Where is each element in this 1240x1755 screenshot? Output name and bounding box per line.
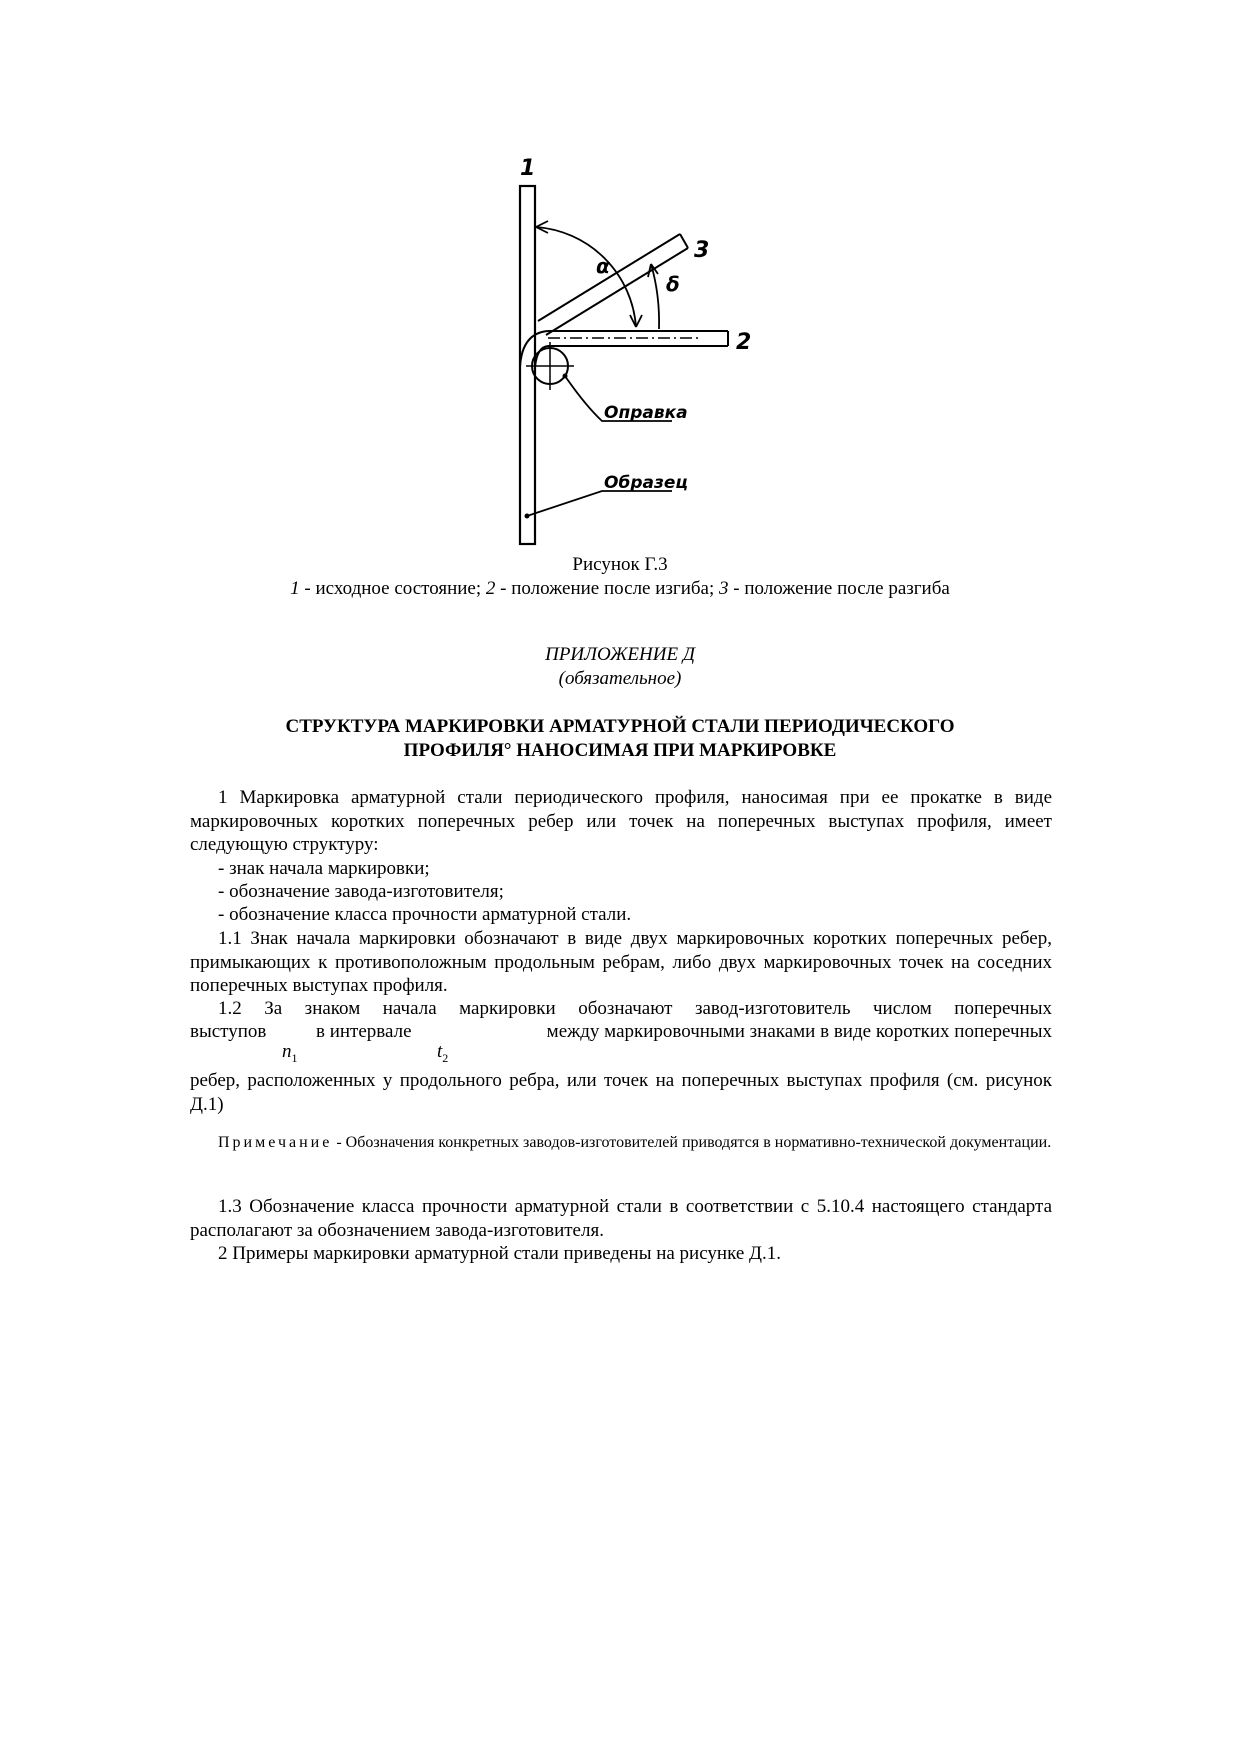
label-sample: Образец bbox=[604, 473, 688, 493]
label-state-2: 2 bbox=[736, 330, 752, 355]
paragraph-1-2-line1: 1.2 За знаком начала маркировки обозначают завод-изготовитель числом поперечных bbox=[218, 998, 1052, 1019]
sample-leader-line bbox=[527, 491, 672, 516]
appendix-heading-line1: СТРУКТУРА МАРКИРОВКИ АРМАТУРНОЙ СТАЛИ ПЕРИОДИЧЕСКОГО bbox=[285, 716, 955, 737]
appendix-heading-line2: ПРОФИЛЯ° НАНОСИМАЯ ПРИ МАРКИРОВКЕ bbox=[403, 740, 837, 761]
symbol-t-subscript: 2 bbox=[442, 1050, 449, 1065]
symbol-n: n bbox=[282, 1041, 292, 1062]
symbol-t2 bbox=[437, 1041, 448, 1066]
paragraph-1: 1 Маркировка арматурной стали периодического профиля, наносимая при ее прокатке в виде маркировочных коротких поперечных ребер или точек на поперечных выступах профиля, имеет следующую структуру: bbox=[190, 787, 1052, 855]
text-v-intervale: в интервале bbox=[316, 1021, 412, 1042]
label-mandrel: Оправка bbox=[604, 403, 688, 423]
bend-test-diagram bbox=[500, 155, 770, 550]
label-state-1: 1 bbox=[520, 156, 536, 181]
label-angle-delta: δ bbox=[666, 272, 680, 296]
symbol-t: t bbox=[437, 1041, 443, 1062]
bend-test-figure bbox=[500, 155, 770, 550]
paragraph-1-2-rest: ребер, расположенных у продольного ребра, или точек на поперечных выступах профиля (см. рисунок Д.1) bbox=[190, 1070, 1052, 1115]
list-item-1: - знак начала маркировки; bbox=[218, 858, 430, 879]
note-text: - Обозначения конкретных заводов-изготовителей приводятся в нормативно-технической документации. bbox=[332, 1134, 1052, 1151]
text-vystupov: выступов bbox=[190, 1021, 267, 1042]
legend-num-2: 2 bbox=[485, 578, 496, 599]
list-item-3: - обозначение класса прочности арматурной стали. bbox=[218, 904, 632, 925]
figure-caption-legend bbox=[0, 577, 1240, 601]
appendix-title: ПРИЛОЖЕНИЕ Д bbox=[545, 644, 695, 665]
appendix-subtitle: (обязательное) bbox=[558, 668, 682, 689]
legend-text-2: - положение после изгиба; bbox=[495, 578, 719, 599]
legend-text-3: - положение после разгиба bbox=[728, 578, 950, 599]
paragraph-1-1: 1.1 Знак начала маркировки обозначают в виде двух маркировочных коротких поперечных ребер, примыкающих к противоположным продольным ребрам, либо двух маркировочных точек на соседних поперечных выступах профиля. bbox=[190, 928, 1052, 996]
symbol-n1 bbox=[282, 1041, 298, 1066]
list-item-2: - обозначение завода-изготовителя; bbox=[218, 881, 504, 902]
paragraph-1-2-line2 bbox=[190, 1020, 1052, 1044]
symbol-n-subscript: 1 bbox=[291, 1050, 298, 1065]
text-between-marks: между маркировочными знаками в виде коротких поперечных bbox=[546, 1021, 1052, 1042]
paragraph-2: 2 Примеры маркировки арматурной стали приведены на рисунке Д.1. bbox=[218, 1243, 781, 1264]
legend-num-3: 3 bbox=[719, 578, 729, 599]
note bbox=[190, 1132, 1052, 1154]
label-angle-alpha: α bbox=[596, 254, 610, 278]
figure-caption-title: Рисунок Г.3 bbox=[572, 554, 668, 575]
legend-num-1: 1 bbox=[290, 578, 300, 599]
legend-text-1: - исходное состояние; bbox=[299, 578, 486, 599]
note-label: Примечание bbox=[218, 1134, 333, 1151]
angled-bar-end bbox=[680, 234, 688, 248]
paragraph-1-3: 1.3 Обозначение класса прочности арматурной стали в соответствии с 5.10.4 настоящего стандарта располагают за обозначением завода-изготовителя. bbox=[190, 1196, 1052, 1241]
label-state-3: 3 bbox=[694, 238, 710, 263]
